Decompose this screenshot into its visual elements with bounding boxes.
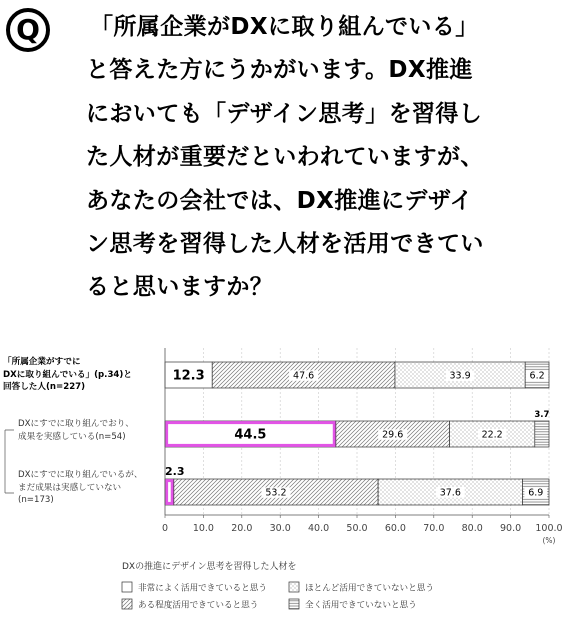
x-tick-label: 60.0 [384, 523, 406, 534]
category-label [3, 356, 132, 394]
data-label: 6.9 [528, 487, 544, 499]
bar-segment [535, 421, 549, 447]
legend-swatch [122, 599, 132, 609]
x-tick-label: 100.0 [535, 523, 563, 534]
category-label-line: DXにすでに取り組んでいるが、 [18, 470, 143, 480]
data-label: 47.6 [293, 370, 315, 382]
data-label: 44.5 [234, 427, 267, 443]
legend [122, 560, 434, 611]
category-label-line: 回答した人(n=227) [3, 382, 86, 392]
legend-label: 全く活用できていないと思う [305, 600, 417, 611]
x-tick-label: 90.0 [500, 523, 522, 534]
x-tick-label: 30.0 [269, 523, 291, 534]
category-label [18, 469, 142, 507]
legend-label: 非常によく活用できていると思う [138, 583, 267, 594]
x-unit-label: (%) [542, 536, 556, 545]
data-label: 33.9 [449, 370, 471, 382]
data-label: 53.2 [265, 487, 287, 499]
data-label: 6.2 [529, 370, 545, 382]
legend-swatch [289, 582, 299, 592]
bars [165, 362, 550, 505]
x-tick-label: 20.0 [231, 523, 253, 534]
category-label-line: DXに取り組んでいる」(p.34)と [3, 369, 132, 380]
x-tick-label: 10.0 [192, 523, 214, 534]
data-label: 29.6 [382, 429, 404, 441]
legend-label: ある程度活用できていると思う [138, 600, 259, 611]
question-badge: Q [6, 8, 50, 52]
x-tick-label: 0 [161, 523, 169, 534]
data-label: 2.3 [165, 465, 185, 478]
question-line: ン思考を習得した人材を活用できてい [86, 231, 484, 258]
question-line: においても「デザイン思考」を習得し [86, 100, 483, 127]
legend-swatch [289, 599, 299, 609]
legend-swatch [122, 582, 132, 592]
data-label: 3.7 [534, 410, 550, 420]
category-label-line: 成果を実感している(n=54) [18, 431, 126, 442]
data-label: 12.3 [172, 368, 205, 384]
x-tick-label: 50.0 [346, 523, 368, 534]
legend-title: DXの推進にデザイン思考を習得した人材を [122, 562, 297, 572]
x-tick-label: 70.0 [423, 523, 445, 534]
legend-label: ほとんど活用できていないと思う [305, 583, 434, 594]
category-label-line: (n=173) [18, 495, 54, 505]
data-label: 37.6 [439, 487, 461, 499]
question-text [86, 6, 562, 310]
stacked-bar-chart [0, 345, 566, 618]
x-tick-label: 80.0 [461, 523, 483, 534]
data-label: 22.2 [481, 429, 503, 441]
question-line: 「所属企業がDXに取り組んでいる」 [90, 14, 479, 40]
question-line: ると思いますか？ [86, 274, 274, 301]
category-label [18, 418, 134, 443]
category-label-line: まだ成果は実感していない [18, 482, 122, 493]
category-label-line: DXにすでに取り組んでおり、 [18, 419, 134, 429]
x-tick-label: 40.0 [308, 523, 330, 534]
category-label-line: 「所属企業がすでに [3, 357, 81, 367]
question-line: と答えた方にうかがいます。DX推進 [86, 57, 473, 84]
question-line: あなたの会社では、DX推進にデザイ [86, 187, 474, 214]
group-bracket [5, 430, 14, 493]
question-line: た人材が重要だといわれていますが、 [86, 144, 484, 171]
